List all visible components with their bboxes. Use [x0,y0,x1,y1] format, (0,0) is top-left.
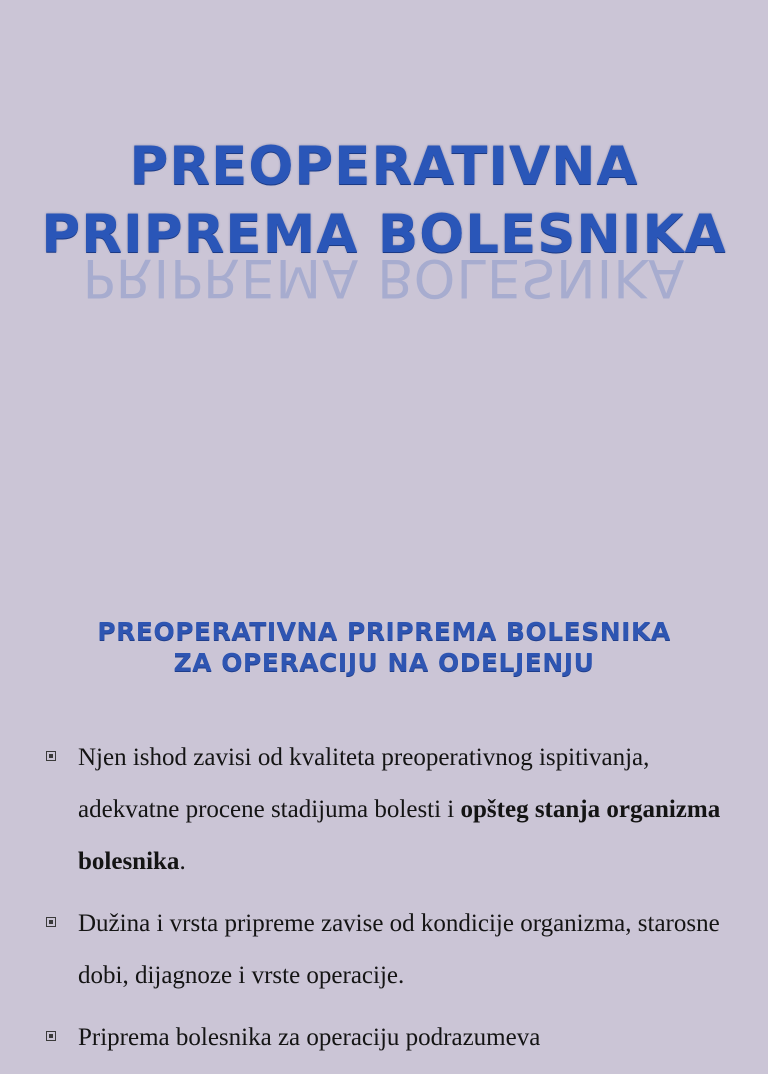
section-title-line-1: PREOPERATIVNA PRIPREMA BOLESNIKA [97,617,671,646]
main-title-reflection [0,243,768,308]
section-title-line-2: ZA OPERACIJU NA ODELJENJU [173,648,595,677]
square-bullet-icon [46,917,56,927]
list-item [44,898,754,1002]
main-title-line-1: PREOPERATIVNA [129,136,639,197]
main-title-reflection-text: PRIPREMA BOLESNIKA [82,247,686,308]
list-item [44,732,754,888]
bullet-list [44,732,754,1074]
square-bullet-icon [46,1031,56,1041]
bullet-text-end: . [179,848,186,875]
bullet-text: Priprema bolesnika za operaciju podrazumeva [78,1024,541,1051]
bullet-text: Dužina i vrsta pripreme zavise od kondicije organizma, starosne dobi, dijagnoze i vrste operacije. [78,910,720,989]
bullet-bold-text: opšteg stanja organizma bolesnika [78,796,721,875]
section-title [0,616,768,678]
bullet-text: Njen ishod zavisi od kvaliteta preoperativnog ispitivanja, adekvatne procene stadijuma bolesti i [78,744,650,823]
square-bullet-icon [46,751,56,761]
list-item [44,1012,754,1064]
main-title-line-2: PRIPREMA BOLESNIKA [41,204,727,265]
